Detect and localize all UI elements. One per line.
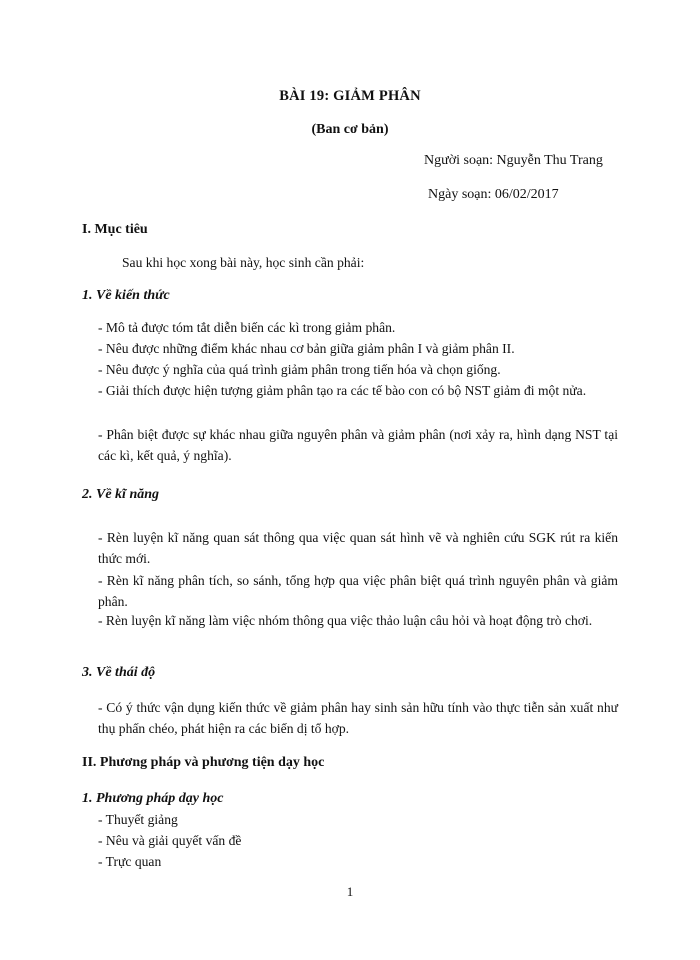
page-number: 1 [346,884,354,899]
section-heading-objectives: I. Mục tiêu [82,222,148,237]
knowledge-item-5: - Phân biệt được sự khác nhau giữa nguyên phân và giảm phân (nơi xảy ra, hình dạng NST tại các kì, kết quả, ý nghĩa). [98,427,618,463]
skills-item-2: - Rèn kĩ năng phân tích, so sánh, tổng hợp qua việc phân biệt quá trình nguyên phân và giảm phân. [98,573,618,609]
page-subtitle: (Ban cơ bản) [311,122,389,137]
knowledge-item-1: - Mô tả được tóm tắt diễn biến các kì trong giảm phân. [98,320,396,335]
author-line: Người soạn: Nguyễn Thu Trang [424,153,603,168]
method-item-3: - Trực quan [98,854,162,869]
method-item-2: - Nêu và giải quyết vấn đề [98,833,242,848]
method-item-1: - Thuyết giảng [98,812,178,827]
knowledge-item-4: - Giải thích được hiện tượng giảm phân tạo ra các tế bào con có bộ NST giảm đi một nửa. [98,383,587,398]
subheading-teaching-methods: 1. Phương pháp dạy học [82,791,224,806]
skills-item-1: - Rèn luyện kĩ năng quan sát thông qua việc quan sát hình vẽ và nghiên cứu SGK rút ra kiến thức mới. [98,530,618,566]
attitude-item-1: - Có ý thức vận dụng kiến thức về giảm phân hay sinh sản hữu tính vào thực tiễn sản xuất như thụ phấn chéo, phát hiện ra các biến dị tổ hợp. [98,700,618,736]
knowledge-item-3: - Nêu được ý nghĩa của quá trình giảm phân trong tiến hóa và chọn giống. [98,362,501,377]
knowledge-item-2: - Nêu được những điểm khác nhau cơ bản giữa giảm phân I và giảm phân II. [98,341,515,356]
subheading-skills: 2. Về kĩ năng [82,487,160,502]
objectives-intro: Sau khi học xong bài này, học sinh cần phải: [122,255,365,270]
subheading-knowledge: 1. Về kiến thức [82,288,170,303]
subheading-attitude: 3. Về thái độ [82,665,156,680]
date-line: Ngày soạn: 06/02/2017 [428,187,559,202]
skills-item-3: - Rèn luyện kĩ năng làm việc nhóm thông qua việc thảo luận câu hỏi và hoạt động trò chơi. [98,613,593,628]
page-title: BÀI 19: GIẢM PHÂN [279,88,421,104]
section-heading-methods: II. Phương pháp và phương tiện dạy học [82,755,325,770]
